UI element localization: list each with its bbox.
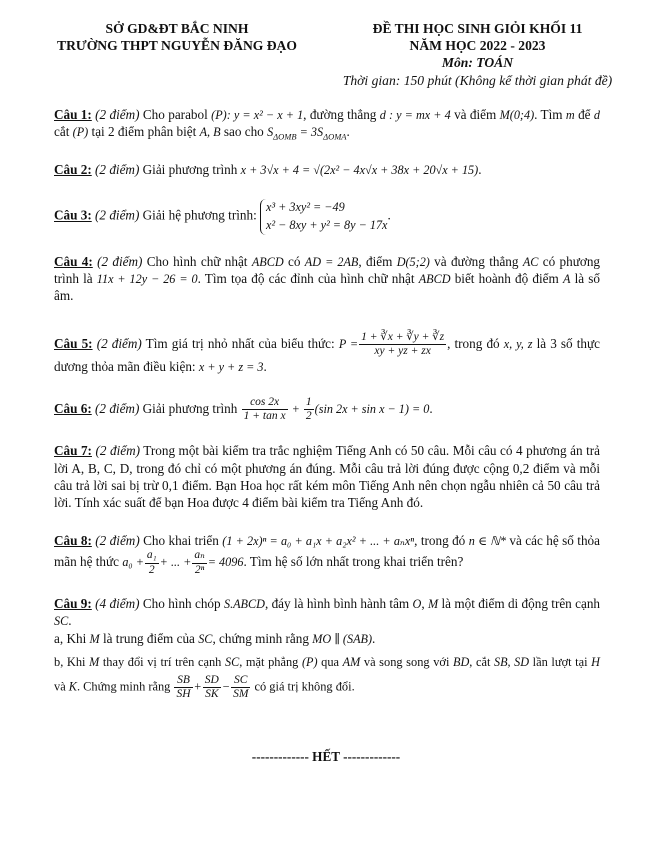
q9b-op-1: + [193,679,202,694]
q9-point-m: M [428,596,439,611]
question-6-points: (2 điểm) [95,400,140,416]
q9b-text-3: , mặt phẳng [239,655,302,670]
q9b-edge-sc: SC [224,655,240,670]
q9a-text-1: a, Khi [54,630,90,646]
q9-edge-sc: SC [54,614,69,629]
q9b-fraction-2 [203,674,221,701]
q8-numerator-1: a₁ [145,549,159,563]
q5-text-2: , trong đó [447,335,504,351]
q1-area-3s: = 3S [296,125,324,140]
question-1 [54,106,600,141]
q8-denominator-1: 2 [148,563,155,576]
q8-fraction-2 [192,549,206,576]
q9a-point-m: M [89,631,100,646]
q8-a0: a₀ + [122,555,144,570]
q4-line-ac: AC [522,254,539,269]
q5-vars: x, y, z [503,336,533,351]
q9b-text-9: . Chứng minh rằng [76,679,174,694]
question-9-part-b [54,651,600,701]
q6-plus: + [288,401,303,416]
question-4 [54,253,600,305]
q1-text-5: để [574,107,594,122]
q1-text-1: Cho parabol [139,107,212,122]
q4-text-4: và đường thẳng [429,253,523,269]
q4-text-7: biết hoành độ điểm [450,271,563,287]
q9b-text-10: có giá trị không đổi. [251,679,355,694]
q1-var-d: d [593,108,600,122]
q8-text-3: và các hệ số thỏa mãn hệ thức [54,532,601,570]
q9b-plane-p: (P) [301,655,318,670]
q2-text-2: . [478,161,482,177]
q9b-text-5: và song song với [360,655,453,670]
exam-content [54,106,600,701]
q6-numerator-2: 1 [304,396,314,410]
q3-text-2: . [387,207,391,223]
q1-var-p: (P) [72,125,89,140]
q1-text-4: . Tìm [534,107,566,122]
q9b-text-6: , cắt [469,655,495,670]
question-4-points: (2 điểm) [97,253,143,269]
q1-text-6: cắt [54,124,73,140]
q1-point-m: M(0;4) [499,108,535,122]
q4-text-2: có [283,253,305,269]
q6-text-2: . [429,400,433,416]
school-year: NĂM HỌC 2022 - 2023 [409,38,546,53]
question-8-label: Câu 8: [54,532,92,548]
q1-text-8: sao cho [220,124,268,140]
q9b-fraction-3 [231,674,250,701]
q1-area-omb: ΔOMB [273,131,297,142]
q2-text-1: Giải phương trình [139,161,241,177]
q9a-text-4: . [372,630,376,646]
question-5-points: (2 điểm) [96,335,142,351]
q1-area-oma: ΔOMA [323,131,347,142]
q8-denominator-2: 2ⁿ [194,563,205,576]
question-7-points: (2 điểm) [95,443,140,459]
q5-denominator: xy + yz + zx [374,345,431,358]
q9b-text-1: b, Khi [54,655,90,670]
q1-line-eq: d : y = mx + 4 [379,108,451,122]
q4-ratio: AD = 2AB [304,254,359,269]
q9b-den-3: SM [233,688,249,701]
question-8-points: (2 điểm) [95,532,140,548]
q4-text-8: là số âm. [54,271,600,304]
q5-fraction [359,331,446,358]
q3-equation-2: x² − 8xy + y² = 8y − 17x [266,217,388,232]
q9-text-1: Cho hình chóp [139,595,224,611]
exam-title: ĐỀ THI HỌC SINH GIỎI KHỐI 11 [372,21,583,36]
q9a-parallel: MO ∥ (SAB) [312,631,373,646]
q9b-edges: SB, SD [494,655,530,670]
q9-text-4: là một điểm di động trên cạnh [438,595,601,611]
q6-numerator-1: cos 2x [242,396,288,410]
exam-header [0,20,652,96]
q8-numerator-2: aₙ [192,549,206,563]
question-9-label: Câu 9: [54,595,92,611]
q1-area-condition [267,125,347,142]
q5-condition: x + y + z = 3 [198,360,264,375]
q8-expansion: (1 + 2x)ⁿ = a₀ + a₁x + a₂x² + ... + aₙxⁿ [222,533,415,548]
q5-numerator: 1 + ∛x + ∛y + ∛z [359,331,446,345]
q6-text-1: Giải phương trình [139,400,241,416]
q1-parabol-eq: (P): y = x² − x + 1 [211,108,304,122]
department-name: SỞ GD&ĐT BẮC NINH [105,21,249,36]
question-6 [54,396,600,423]
q9b-num-1: SB [174,674,192,688]
q5-p-eq: P = [338,336,359,351]
question-5-label: Câu 5: [54,335,93,351]
time-limit: Thời gian: 150 phút (Không kể thời gian phát đề) [342,73,613,88]
q4-rect-2: ABCD [418,272,451,287]
q6-fraction-1 [242,396,288,423]
q9b-line-am: AM [342,655,361,670]
q4-text-5: có phương trình là [54,253,601,287]
q9b-point-h: H [591,655,600,670]
q3-equation-1: x³ + 3xy² = −49 [266,200,345,215]
q1-var-m: m [565,108,575,122]
q9-text-2: , đáy là hình bình hành tâm [264,595,413,611]
q9b-text-2: thay đổi vị trí trên cạnh [99,655,225,670]
question-2-points: (2 điểm) [95,161,140,177]
q9a-text-2: là trung điểm của [99,630,199,646]
q6-equation: (sin 2x + sin x − 1) = 0 [314,401,430,416]
q9b-fraction-1 [174,674,192,701]
question-3-label: Câu 3: [54,207,92,223]
question-3-points: (2 điểm) [95,207,140,223]
question-7 [54,442,600,512]
question-5 [54,331,600,376]
q7-text: Trong một bài kiểm tra trắc nghiệm Tiếng Anh có 50 câu. Mỗi câu có 4 phương án trả lời A, B, C, D, trong đó chỉ có một phương án đúng. Mỗi câu trả lời đúng được cộng 0,2 điểm và mỗi câu trả lời sai bị trừ 0,1 điểm. Bạn Hoa học rất kém môn Tiếng Anh nên chọn ngẫu nhiên cả 50 câu trả lời. Tính xác suất để bạn Hoa được 4 điểm bài kiểm tra Tiếng Anh đó. [54,443,600,511]
question-8 [54,532,600,577]
question-2-label: Câu 2: [54,161,92,177]
question-2 [54,161,600,178]
q4-text-1: Cho hình chữ nhật [142,253,252,269]
q2-equation: x + 3√x + 4 = √(2x² − 4x√x + 38x + 20√x + 15) [240,162,479,177]
q9-text-3: , [421,595,428,611]
q5-text-3: là 3 số thực dương thỏa mãn điều kiện: [54,335,601,375]
q9b-text-7: lần lượt tại [529,655,592,670]
q9-text-5: . [68,613,72,629]
question-4-label: Câu 4: [54,253,93,269]
q9b-num-3: SC [231,674,250,688]
q8-text-4: . Tìm hệ số lớn nhất trong khai triển trên? [243,554,464,570]
end-marker: ------------- HẾT ------------- [251,749,401,764]
q5-text-1: Tìm giá trị nhỏ nhất của biểu thức: [141,335,339,351]
school-name: TRƯỜNG THPT NGUYỄN ĐĂNG ĐẠO [57,38,297,53]
q9b-op-2: − [221,679,231,694]
q4-text-6: . Tìm tọa độ các đỉnh của hình chữ nhật [197,271,419,287]
q6-denominator-1: 1 + tan x [243,409,286,422]
q4-line-eq: 11x + 12y − 26 = 0 [96,272,198,287]
q8-sum-value: = 4096 [207,555,244,570]
question-9 [54,595,600,630]
q1-text-9: . [346,124,350,140]
q1-points-ab: A, B [199,125,221,140]
question-1-points: (2 điểm) [95,107,140,122]
q4-text-3: , điểm [358,253,397,269]
question-9-part-a [54,630,600,647]
question-7-label: Câu 7: [54,443,92,459]
question-1-label: Câu 1: [54,107,92,122]
q4-point-a: A [562,272,571,287]
q9-pyramid: S.ABCD [223,596,265,611]
q1-area-s: S [267,125,274,140]
q6-fraction-2 [304,396,314,423]
q1-text-3: và điểm [450,107,500,122]
q9b-den-1: SH [176,688,191,701]
q9b-text-4: qua [317,655,343,670]
q1-text-2: , đường thẳng [303,107,380,122]
q8-n-domain: n ∈ ℕ* [468,533,507,548]
q9b-text-8: và [54,679,69,694]
q9a-edge-sc: SC [198,631,213,646]
q8-text-1: Cho khai triển [139,532,223,548]
q9b-line-bd: BD [453,655,470,670]
q5-text-4: . [263,359,267,375]
q9b-num-2: SD [203,674,221,688]
q8-dots: + ... + [159,555,192,570]
q3-system [260,199,387,234]
q9-center-o: O [412,596,422,611]
question-9-points: (4 điểm) [95,595,140,611]
q3-text-1: Giải hệ phương trình: [139,207,261,223]
q9a-text-3: , chứng minh rằng [212,630,313,646]
q4-point-d: D(5;2) [396,254,430,269]
q9b-den-2: SK [205,688,219,701]
question-6-label: Câu 6: [54,400,92,416]
subject: Môn: TOÁN [441,55,514,70]
question-3 [54,199,600,234]
q8-fraction-1 [145,549,159,576]
q1-text-7: tại 2 điểm phân biệt [88,124,200,140]
q4-rect: ABCD [251,254,284,269]
q9b-point-m: M [89,655,100,670]
q9b-point-k: K [68,679,77,694]
q8-text-2: , trong đó [414,532,469,548]
q6-denominator-2: 2 [305,409,312,422]
